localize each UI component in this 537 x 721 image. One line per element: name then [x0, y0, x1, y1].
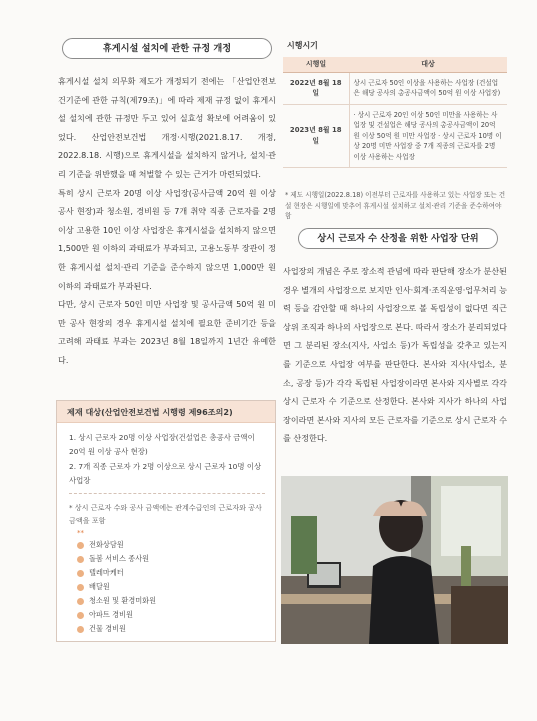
schedule-title: 시행시기 — [287, 41, 318, 50]
section2-body — [283, 262, 507, 448]
vulnerable-job-list — [77, 528, 265, 636]
job-item — [77, 622, 265, 636]
sanction-target-header: 제재 대상(산업안전보건법 시행령 제96조의2) — [57, 401, 275, 423]
job-label: 돌봄 서비스 종사원 — [89, 554, 150, 563]
section-title-workplace-unit — [298, 228, 498, 249]
schedule-table — [283, 57, 507, 168]
sanction-target-list — [57, 423, 275, 487]
bullet-icon — [77, 584, 84, 591]
paragraph: 휴게시설 설치 의무화 제도가 개정되기 전에는 「산업안전보건기준에 관한 규칙(제79조)」에 따라 제재 규정 없이 휴게시설 설치에 관한 규정만 두고 있어 실효성 확보에 어려움이 있었다. 산업안전보건법 개정·시행(2021.8.17. 개정, 2022.8.18. 시행)으로 휴게시설을 설치하지 않거나, 설치·관리 기준을 위반했을 때 처벌할 수 있는 근거가 마련되었다. — [58, 76, 276, 179]
bullet-icon — [77, 612, 84, 619]
column-header-target: 대상 — [349, 57, 507, 72]
section-title-rest-facility-regulation — [62, 38, 272, 59]
section-title-text: 상시 근로자 수 산정을 위한 사업장 단위 — [317, 233, 479, 244]
job-label: 청소원 및 환경미화원 — [89, 596, 157, 605]
date-cell: 2022년 8월 18일 — [283, 72, 349, 104]
bullet-icon — [77, 556, 84, 563]
sanction-note: * 상시 근로자 수와 공사 금액에는 관계수급인의 근로자와 공사금액을 포함 — [69, 493, 265, 527]
bullet-icon — [77, 626, 84, 633]
list-item: 1. 상시 근로자 20명 이상 사업장(건설업은 총공사 금액이 20억 원 이상 공사 현장) — [69, 433, 255, 456]
target-cell: · 상시 근로자 20인 이상 50인 미만을 사용하는 사업장 및 건설업은 해당 공사의 총공사금액이 20억 원 이상 50억 원 미만 사업장 · 상시 근로자 10명 이상 20명 미만 사업장 중 7개 직종의 근로자를 2명 이상 사용하는 사업장 — [349, 104, 507, 168]
section-title-text: 휴게시설 설치에 관한 규정 개정 — [102, 43, 232, 54]
paragraph: 다만, 상시 근로자 50인 미만 사업장 및 공사금액 50억 원 미만 공사 현장의 경우 휴게시설 설치에 필요한 준비기간 등을 고려해 과태료 부과는 2023년 8월 18일까지 1년간 유예한다. — [58, 299, 276, 365]
table-row — [283, 104, 507, 168]
job-item — [77, 552, 265, 566]
table-row — [283, 72, 507, 104]
job-item — [77, 594, 265, 608]
job-item — [77, 566, 265, 580]
schedule-note: * 제도 시행일(2022.8.18) 이전부터 근로자를 사용하고 있는 사업장 또는 건설 현장은 시행일에 맞추어 휴게시설 설치하고 설치·관리 기준을 준수하여야 함 — [285, 191, 506, 220]
date-cell: 2023년 8월 18일 — [283, 104, 349, 168]
job-label: 배달원 — [89, 582, 110, 591]
job-label: 건물 경비원 — [89, 624, 127, 633]
job-item — [77, 580, 265, 594]
bullet-icon — [77, 570, 84, 577]
job-label: 텔레마케터 — [89, 568, 124, 577]
paragraph: 사업장의 개념은 주로 장소적 관념에 따라 판단해 장소가 분산된 경우 별개의 사업장으로 보지만 인사·회계·조직운영·업무처리 능력 등을 감안할 때 하나의 사업장으로 볼 독립성이 없다면 직근 상위 조직과 하나의 사업장으로 본다. 따라서 장소가 분리되었다면 그 분리된 장소(지사, 사업소 등)가 독립성을 갖추고 있는지를 기준으로 사업장 여부를 판단한다. 본사와 지사(사업소, 분소, 공장 등)가 각각 독립된 사업장이라면 본사와 지사별로 각각 상시 근로자 수 기준으로 산정한다. 본사와 지사가 하나의 사업장이라면 본사와 지사의 모든 근로자를 기준으로 상시 근로자 수를 산정한다. — [283, 266, 507, 444]
column-header-date: 시행일 — [283, 57, 349, 72]
job-item — [77, 538, 265, 552]
resting-worker-photo — [281, 476, 508, 644]
bullet-icon — [77, 542, 84, 549]
list-item: 2. 7개 직종 근로자 가 2명 이상으로 상시 근로자 10명 이상 사업장 — [69, 462, 262, 485]
table-header-row — [283, 57, 507, 72]
job-item — [77, 608, 265, 622]
job-label: 아파트 경비원 — [89, 610, 133, 619]
sanction-target-box — [56, 400, 276, 642]
bullet-icon — [77, 598, 84, 605]
jobs-prefix: ** — [77, 529, 84, 537]
target-cell: 상시 근로자 50인 이상을 사용하는 사업장 (건설업은 해당 공사의 총공사금액이 50억 원 이상 사업장) — [349, 72, 507, 104]
paragraph: 특히 상시 근로자 20명 이상 사업장(공사금액 20억 원 이상 공사 현장)과 청소원, 경비원 등 7개 취약 직종 근로자를 2명 이상 고용한 10인 이상 사업장은 휴게시설을 설치하지 않으면 1,500만 원 이하의 과태료가 부과되고, 고용노동부 장관이 정한 휴게시설 설치·관리 기준을 준수하지 않으면 1,000만 원 이하의 과태료가 부과된다. — [58, 187, 276, 291]
job-label: 전화상담원 — [89, 540, 124, 549]
section1-body — [58, 72, 276, 370]
photo-illustration — [281, 476, 508, 644]
